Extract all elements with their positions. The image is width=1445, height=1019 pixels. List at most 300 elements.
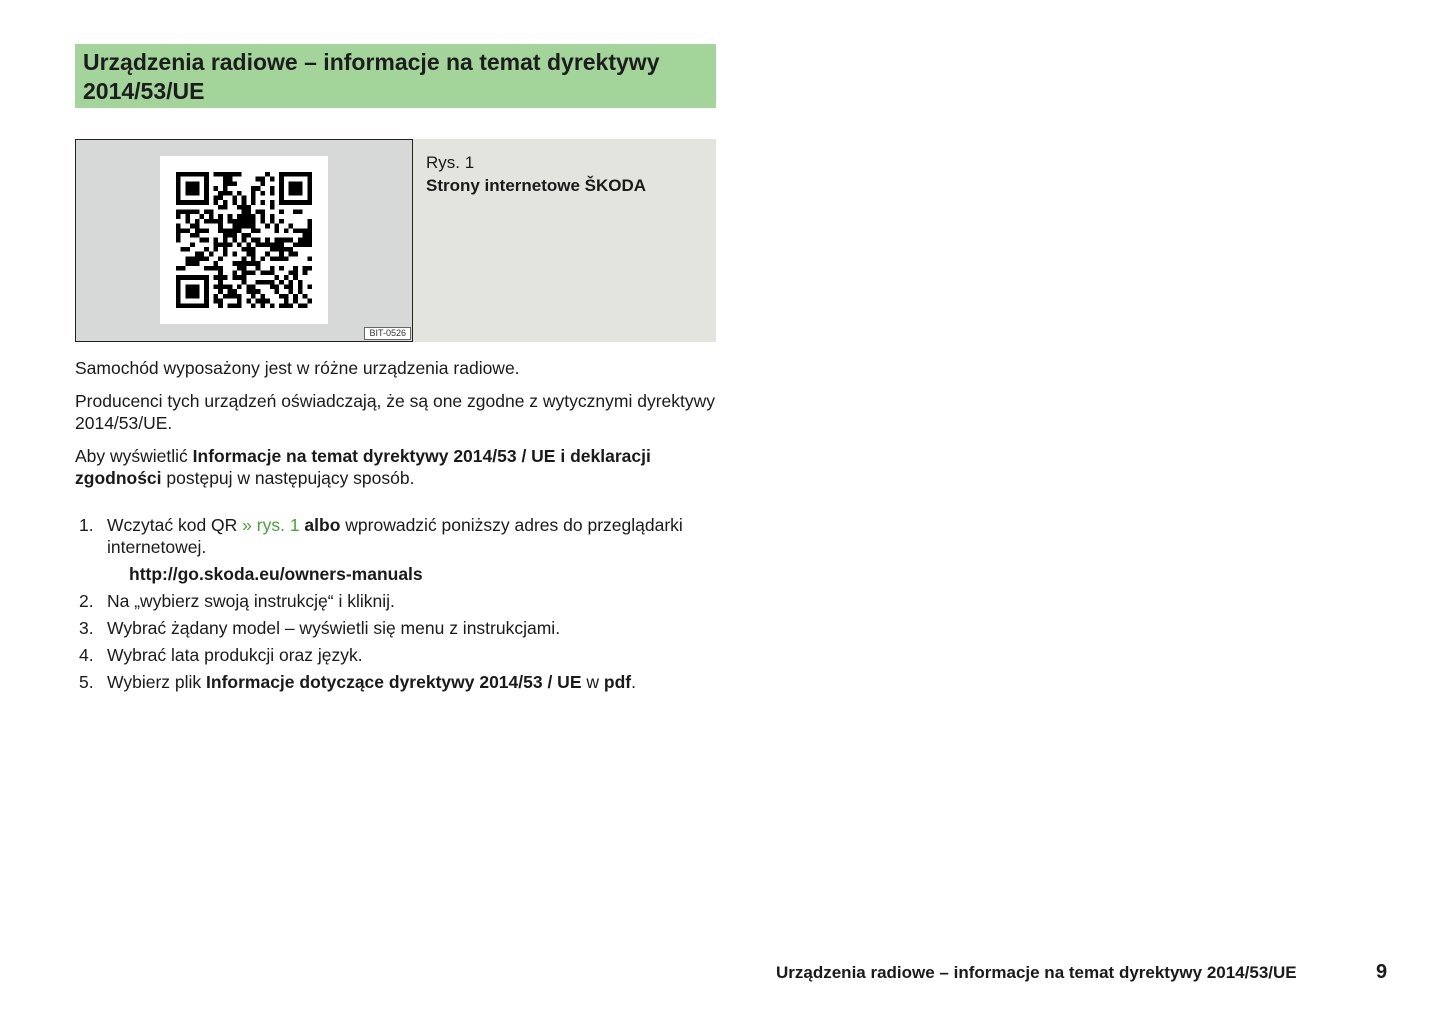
qr-module xyxy=(218,256,223,261)
qr-module xyxy=(251,256,256,261)
qr-module xyxy=(251,294,256,299)
qr-module xyxy=(199,256,204,261)
qr-module xyxy=(284,200,289,205)
qr-module xyxy=(190,200,195,205)
qr-module xyxy=(204,195,209,200)
qr-module xyxy=(209,252,214,257)
qr-module xyxy=(223,181,228,186)
qr-module xyxy=(204,228,209,233)
qr-module xyxy=(185,219,190,224)
qr-module xyxy=(284,238,289,243)
qr-module xyxy=(228,219,233,224)
qr-module xyxy=(199,172,204,177)
qr-module xyxy=(185,285,190,290)
qr-module xyxy=(232,181,237,186)
qr-module xyxy=(195,181,200,186)
qr-module xyxy=(274,242,279,247)
qr-module xyxy=(307,238,312,243)
qr-module xyxy=(214,172,219,177)
qr-module xyxy=(265,224,270,229)
qr-module xyxy=(214,275,219,280)
qr-module xyxy=(237,191,242,196)
qr-module xyxy=(279,195,284,200)
qr-module xyxy=(303,172,308,177)
qr-module xyxy=(279,210,284,215)
qr-module xyxy=(214,186,219,191)
qr-module xyxy=(279,219,284,224)
figure-caption-title: Strony internetowe ŠKODA xyxy=(426,176,647,195)
qr-module xyxy=(209,214,214,219)
qr-module xyxy=(279,280,284,285)
qr-module xyxy=(303,270,308,275)
qr-module xyxy=(176,200,181,205)
section-title: Urządzenia radiowe – informacje na temat dyrektywy 2014/53/UE xyxy=(83,49,660,104)
list-item: 4. Wybrać lata produkcji oraz język. xyxy=(79,645,363,665)
qr-module xyxy=(256,228,261,233)
qr-module xyxy=(204,238,209,243)
qr-module xyxy=(218,219,223,224)
qr-module xyxy=(195,210,200,215)
qr-module xyxy=(284,275,289,280)
qr-module xyxy=(218,289,223,294)
qr-module xyxy=(260,219,265,224)
qr-module xyxy=(242,210,247,215)
qr-module xyxy=(293,275,298,280)
qr-module xyxy=(223,172,228,177)
qr-module xyxy=(228,294,233,299)
qr-module xyxy=(185,289,190,294)
qr-module xyxy=(274,289,279,294)
paragraph: Aby wyświetlić Informacje na temat dyrektywy 2014/53 / UE i deklaracji zgodności postępuj w następujący sposób. xyxy=(75,446,651,488)
qr-module xyxy=(298,303,303,308)
qr-module xyxy=(242,219,247,224)
qr-module xyxy=(214,294,219,299)
qr-module xyxy=(176,210,181,215)
qr-module xyxy=(204,294,209,299)
qr-module xyxy=(270,219,275,224)
qr-module xyxy=(190,233,195,238)
qr-module xyxy=(298,238,303,243)
qr-module xyxy=(232,224,237,229)
qr-module xyxy=(228,172,233,177)
qr-module xyxy=(284,299,289,304)
qr-module xyxy=(176,285,181,290)
qr-module xyxy=(237,266,242,271)
qr-module xyxy=(279,172,284,177)
qr-module xyxy=(251,238,256,243)
qr-module xyxy=(242,247,247,252)
qr-module xyxy=(251,289,256,294)
qr-module xyxy=(176,195,181,200)
qr-module xyxy=(237,261,242,266)
qr-module xyxy=(289,247,294,252)
qr-module xyxy=(218,228,223,233)
qr-module xyxy=(270,266,275,271)
qr-module xyxy=(298,181,303,186)
qr-module xyxy=(293,200,298,205)
qr-module xyxy=(265,238,270,243)
qr-module xyxy=(242,205,247,210)
steps-list xyxy=(75,514,716,693)
qr-module xyxy=(176,181,181,186)
qr-module xyxy=(279,177,284,182)
figure-code: BIT-0526 xyxy=(364,327,411,340)
qr-module xyxy=(265,242,270,247)
qr-module xyxy=(185,191,190,196)
qr-module xyxy=(270,191,275,196)
qr-module xyxy=(237,224,242,229)
qr-module xyxy=(204,172,209,177)
qr-module xyxy=(195,303,200,308)
figure-number: Rys. 1 xyxy=(426,153,475,172)
qr-module xyxy=(279,181,284,186)
qr-module xyxy=(204,191,209,196)
qr-module xyxy=(218,266,223,271)
figure-reference-link[interactable]: » rys. 1 xyxy=(242,515,300,535)
qr-module xyxy=(195,233,200,238)
qr-module xyxy=(195,275,200,280)
qr-module xyxy=(204,177,209,182)
qr-module xyxy=(298,228,303,233)
qr-module xyxy=(190,294,195,299)
qr-module xyxy=(293,191,298,196)
qr-module xyxy=(270,186,275,191)
qr-module xyxy=(185,200,190,205)
qr-module xyxy=(242,238,247,243)
qr-module xyxy=(274,238,279,243)
qr-module xyxy=(223,252,228,257)
qr-module xyxy=(242,280,247,285)
qr-module xyxy=(218,214,223,219)
qr-module xyxy=(289,181,294,186)
qr-module xyxy=(279,303,284,308)
qr-module xyxy=(303,303,308,308)
qr-module xyxy=(284,228,289,233)
qr-module xyxy=(214,219,219,224)
qr-module xyxy=(256,242,261,247)
qr-module xyxy=(199,303,204,308)
qr-module xyxy=(251,214,256,219)
qr-module xyxy=(185,186,190,191)
qr-module xyxy=(228,181,233,186)
qr-module xyxy=(279,200,284,205)
qr-module xyxy=(279,186,284,191)
qr-module xyxy=(218,172,223,177)
step-number: 4. xyxy=(79,645,94,665)
qr-module xyxy=(190,181,195,186)
qr-module xyxy=(284,285,289,290)
qr-module xyxy=(293,181,298,186)
qr-module xyxy=(195,191,200,196)
qr-module xyxy=(303,200,308,205)
qr-module xyxy=(228,177,233,182)
qr-module xyxy=(242,233,247,238)
qr-module xyxy=(289,238,294,243)
qr-module xyxy=(246,261,251,266)
qr-module xyxy=(185,303,190,308)
qr-module xyxy=(307,191,312,196)
manuals-url: http://go.skoda.eu/owners-manuals xyxy=(129,564,423,584)
qr-module xyxy=(270,200,275,205)
qr-module xyxy=(228,233,233,238)
qr-module xyxy=(181,200,186,205)
qr-module xyxy=(232,261,237,266)
qr-module xyxy=(246,219,251,224)
qr-module xyxy=(218,303,223,308)
qr-module xyxy=(204,280,209,285)
qr-module xyxy=(237,294,242,299)
qr-module xyxy=(303,242,308,247)
qr-module xyxy=(270,177,275,182)
qr-module xyxy=(218,299,223,304)
qr-module xyxy=(204,275,209,280)
qr-module xyxy=(246,299,251,304)
qr-module xyxy=(223,200,228,205)
qr-module xyxy=(237,205,242,210)
qr-module xyxy=(307,195,312,200)
qr-module xyxy=(307,242,312,247)
qr-module xyxy=(284,172,289,177)
page-number: 9 xyxy=(1376,961,1388,983)
qr-module xyxy=(307,233,312,238)
qr-module xyxy=(307,224,312,229)
qr-module xyxy=(195,219,200,224)
qr-module xyxy=(190,172,195,177)
qr-module xyxy=(265,270,270,275)
qr-module xyxy=(256,299,261,304)
qr-module xyxy=(242,270,247,275)
qr-module xyxy=(279,256,284,261)
qr-module xyxy=(284,256,289,261)
qr-module xyxy=(232,219,237,224)
qr-module xyxy=(223,205,228,210)
qr-module xyxy=(307,177,312,182)
qr-module xyxy=(237,242,242,247)
qr-module xyxy=(176,177,181,182)
section-title-band xyxy=(75,44,716,108)
qr-module xyxy=(256,177,261,182)
qr-module xyxy=(289,285,294,290)
body-text xyxy=(75,357,716,698)
qr-module xyxy=(195,186,200,191)
qr-module xyxy=(195,294,200,299)
qr-module xyxy=(246,289,251,294)
qr-module xyxy=(293,172,298,177)
qr-module xyxy=(199,228,204,233)
qr-module xyxy=(260,210,265,215)
qr-module xyxy=(242,266,247,271)
qr-module xyxy=(298,242,303,247)
qr-module xyxy=(176,238,181,243)
qr-module xyxy=(260,181,265,186)
qr-module xyxy=(293,294,298,299)
qr-module xyxy=(190,242,195,247)
qr-module xyxy=(195,285,200,290)
qr-module xyxy=(218,205,223,210)
qr-module xyxy=(181,275,186,280)
qr-module xyxy=(242,195,247,200)
qr-module xyxy=(199,238,204,243)
qr-module xyxy=(256,289,261,294)
qr-module xyxy=(284,303,289,308)
list-item: 1. Wczytać kod QR » rys. 1 albo wprowadzić poniższy adres do przeglądarki internetowej. http://go.skoda.eu/owners-manuals xyxy=(75,514,716,585)
qr-module xyxy=(251,228,256,233)
qr-module xyxy=(289,270,294,275)
qr-module xyxy=(218,242,223,247)
qr-module xyxy=(242,224,247,229)
qr-module xyxy=(232,275,237,280)
qr-module xyxy=(204,289,209,294)
qr-module xyxy=(242,275,247,280)
qr-module xyxy=(176,299,181,304)
qr-module xyxy=(251,191,256,196)
qr-module xyxy=(298,280,303,285)
qr-module xyxy=(185,294,190,299)
qr-module xyxy=(204,303,209,308)
qr-module xyxy=(293,210,298,215)
qr-module xyxy=(176,224,181,229)
qr-module xyxy=(185,214,190,219)
qr-module xyxy=(307,228,312,233)
qr-module xyxy=(204,186,209,191)
qr-module xyxy=(289,289,294,294)
qr-module xyxy=(274,275,279,280)
emphasis: Informacje na temat dyrektywy 2014/53 / UE i deklaracji zgodności xyxy=(75,446,651,488)
qr-module xyxy=(223,186,228,191)
qr-module xyxy=(223,242,228,247)
qr-module xyxy=(195,172,200,177)
qr-module xyxy=(251,195,256,200)
qr-module xyxy=(181,303,186,308)
qr-module xyxy=(181,172,186,177)
qr-module xyxy=(223,233,228,238)
qr-module xyxy=(303,228,308,233)
qr-module xyxy=(176,214,181,219)
qr-module xyxy=(185,275,190,280)
qr-module xyxy=(237,303,242,308)
qr-module xyxy=(260,191,265,196)
qr-module xyxy=(232,200,237,205)
qr-module xyxy=(190,275,195,280)
qr-module xyxy=(274,224,279,229)
qr-module xyxy=(303,266,308,271)
qr-module xyxy=(190,261,195,266)
qr-module xyxy=(237,214,242,219)
qr-module xyxy=(279,242,284,247)
qr-module xyxy=(237,275,242,280)
qr-module xyxy=(270,285,275,290)
qr-module xyxy=(214,238,219,243)
qr-module xyxy=(289,172,294,177)
qr-module xyxy=(190,210,195,215)
qr-module xyxy=(218,275,223,280)
qr-module xyxy=(214,285,219,290)
qr-module xyxy=(223,191,228,196)
qr-module xyxy=(232,238,237,243)
qr-module xyxy=(209,210,214,215)
qr-module xyxy=(298,210,303,215)
qr-module xyxy=(260,294,265,299)
qr-module xyxy=(242,200,247,205)
qr-module xyxy=(307,181,312,186)
qr-module xyxy=(181,266,186,271)
qr-module xyxy=(214,195,219,200)
qr-module xyxy=(303,233,308,238)
qr-module xyxy=(251,186,256,191)
qr-module xyxy=(251,200,256,205)
qr-module xyxy=(256,238,261,243)
qr-module xyxy=(298,289,303,294)
qr-module xyxy=(251,270,256,275)
qr-module xyxy=(199,252,204,257)
qr-module xyxy=(185,256,190,261)
qr-module xyxy=(246,214,251,219)
list-item: 3. Wybrać żądany model – wyświetli się menu z instrukcjami. xyxy=(79,618,561,638)
qr-module xyxy=(223,294,228,299)
qr-module xyxy=(228,285,233,290)
qr-module xyxy=(270,242,275,247)
qr-module xyxy=(199,214,204,219)
qr-module xyxy=(293,242,298,247)
qr-module xyxy=(204,200,209,205)
qr-module xyxy=(185,181,190,186)
paragraph: Samochód wyposażony jest w różne urządzenia radiowe. xyxy=(75,358,520,378)
qr-module xyxy=(274,256,279,261)
qr-module xyxy=(246,233,251,238)
qr-module xyxy=(185,228,190,233)
qr-module xyxy=(204,256,209,261)
qr-module xyxy=(284,247,289,252)
qr-module xyxy=(214,200,219,205)
qr-module xyxy=(237,172,242,177)
qr-module xyxy=(279,266,284,271)
qr-module xyxy=(260,200,265,205)
qr-module xyxy=(232,270,237,275)
qr-module xyxy=(265,280,270,285)
qr-module xyxy=(190,224,195,229)
qr-module xyxy=(204,299,209,304)
qr-module xyxy=(176,228,181,233)
qr-module xyxy=(228,242,233,247)
qr-module xyxy=(209,219,214,224)
qr-module xyxy=(214,261,219,266)
qr-module xyxy=(185,261,190,266)
qr-module xyxy=(274,285,279,290)
qr-module xyxy=(289,280,294,285)
qr-module xyxy=(228,191,233,196)
qr-module xyxy=(307,186,312,191)
qr-module xyxy=(256,186,261,191)
qr-module xyxy=(307,299,312,304)
qr-module xyxy=(190,186,195,191)
qr-module xyxy=(195,252,200,257)
qr-module xyxy=(265,252,270,257)
qr-module xyxy=(214,299,219,304)
qr-module xyxy=(279,294,284,299)
qr-module xyxy=(232,172,237,177)
qr-module xyxy=(289,252,294,257)
qr-module xyxy=(190,191,195,196)
qr-module xyxy=(218,270,223,275)
qr-module xyxy=(223,247,228,252)
qr-module xyxy=(256,210,261,215)
qr-module xyxy=(246,270,251,275)
qr-module xyxy=(307,266,312,271)
qr-module xyxy=(228,303,233,308)
qr-module xyxy=(293,186,298,191)
qr-code-icon xyxy=(176,172,312,308)
qr-module xyxy=(289,200,294,205)
